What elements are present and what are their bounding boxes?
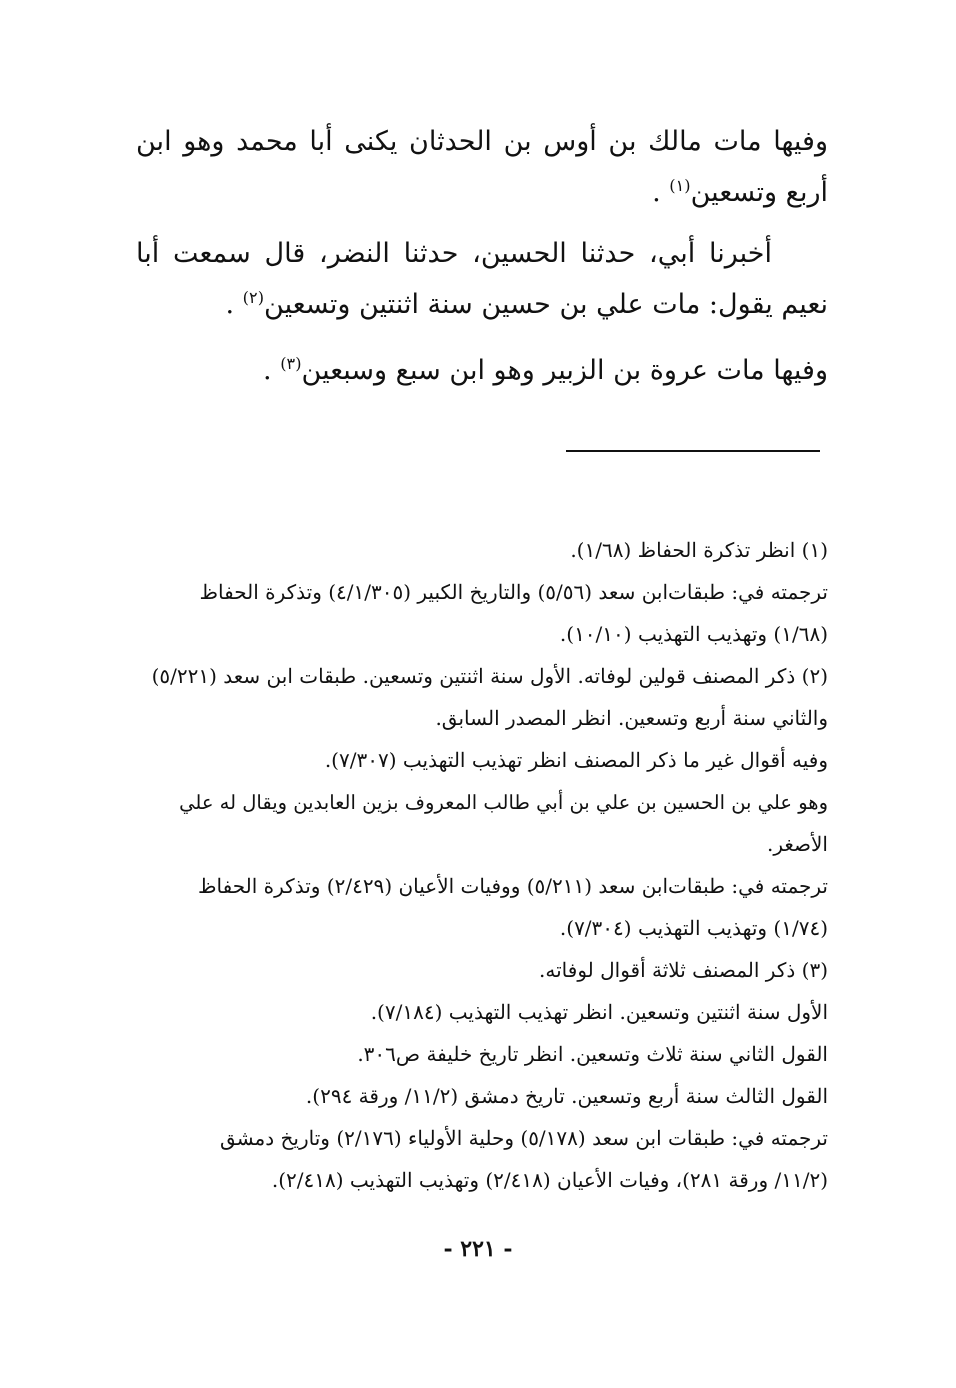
footnote-line-13: القول الثاني سنة ثلاث وتسعين. انظر تاريخ خليفة ص٣٠٦. [357,1042,828,1066]
paragraph-3-text: وفيها مات عروة بن الزبير وهو ابن سبع وسبعين [301,355,828,386]
paragraph-2-end: . [225,289,235,320]
footnote-line-14: القول الثالث سنة أربع وتسعين. تاريخ دمشق (١١/٢/ ورقة ٢٩٤). [305,1084,828,1108]
footnote-line-6: وفيه أقوال غير ما ذكر المصنف انظر تهذيب التهذيب (٧/٣٠٧). [324,748,828,772]
footnote-line-2: ترجمته في: طبقات‌ابن سعد (٥/٥٦) والتاريخ الكبير (٤/١/٣٠٥) وتذكرة الحفاظ [199,580,828,604]
paragraph-2 [136,232,828,327]
paragraph-3-end: . [263,355,272,386]
paragraph-2-text: أخبرنا أبي، حدثنا الحسين، حدثنا النضر، قال سمعت أبا نعيم يقول: مات علي بن حسين سنة اثنتين وتسعين [136,238,828,320]
footnote-line-9: ترجمته في: طبقات‌ابن سعد (٥/٢١١) ووفيات الأعيان (٢/٤٢٩) وتذكرة الحفاظ [198,874,828,898]
footnote-separator [566,450,820,452]
footnote-line-16: (١١/٢/ ورقة ٢٨١)، وفيات الأعيان (٢/٤١٨) وتهذيب التهذيب (٢/٤١٨). [271,1168,828,1192]
paragraph-1-text: وفيها مات مالك بن أوس بن الحدثان يكنى أبا محمد وهو ابن أربع وتسعين [136,126,828,208]
footnote-line-12: الأول سنة اثنتين وتسعين. انظر تهذيب التهذيب (٧/١٨٤). [370,1000,828,1024]
footnote-line-3: (١/٦٨) وتهذيب التهذيب (١٠/١٠). [559,622,828,646]
footnote-line-5: والثاني سنة أربع وتسعين. انظر المصدر السابق. [435,706,828,730]
paragraph-1 [136,120,828,215]
paragraph-3 [136,342,828,393]
footnote-line-4: (٢) ذكر المصنف قولين لوفاته. الأول سنة اثنتين وتسعين. طبقات ابن سعد (٥/٢٢١) [151,664,828,688]
page-number: - ٢٢١ - [443,1236,513,1262]
footnote-line-10: (١/٧٤) وتهذيب التهذيب (٧/٣٠٤). [559,916,828,940]
footnote-line-11: (٣) ذكر المصنف ثلاثة أقوال لوفاته. [539,958,828,982]
paragraph-1-end: . [652,177,661,208]
footnote-ref-1: (١) [669,176,691,195]
footnote-line-1: (١) انظر تذكرة الحفاظ (١/٦٨). [570,538,828,562]
footnote-ref-3: (٣) [280,354,302,373]
footnote-line-7: وهو علي بن الحسين بن علي بن أبي طالب المعروف بزين العابدين ويقال له علي [179,791,828,814]
footnote-ref-2: (٢) [242,288,265,307]
footnote-line-15: ترجمته في: طبقات ابن سعد (٥/١٧٨) وحلية الأولياء (٢/١٧٦) وتاريخ دمشق [220,1126,828,1150]
footnote-line-8: الأصغر. [767,832,828,856]
